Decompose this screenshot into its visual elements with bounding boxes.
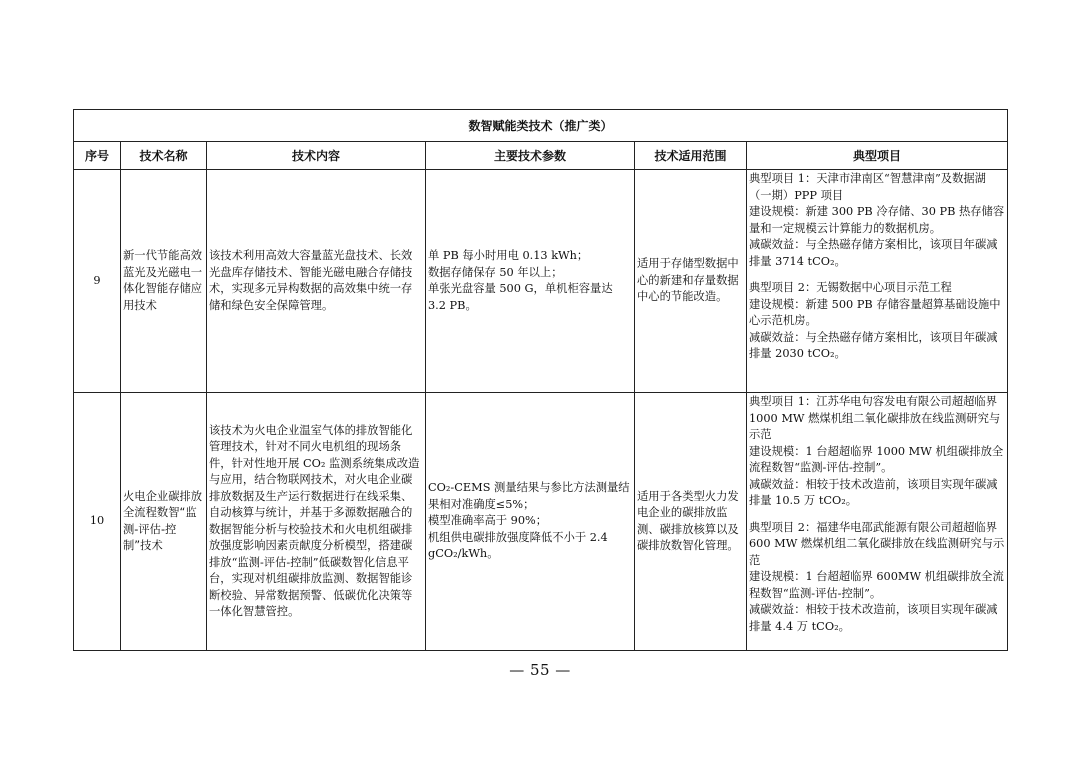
project-effect: 减碳效益：与全热磁存储方案相比，该项目年碳减排量 2030 tCO₂。	[749, 330, 998, 360]
project-effect: 减碳效益：相较于技术改造前，该项目实现年碳减排量 10.5 万 tCO₂。	[749, 477, 998, 507]
technology-scope: 适用于各类型火力发电企业的碳排放监测、碳排放核算以及碳排放数智化管理。	[635, 393, 747, 651]
header-no: 序号	[74, 142, 121, 170]
technology-params: 单 PB 每小时用电 0.13 kWh； 数据存储保存 50 年以上； 单张光盘容量 500 G，单机柜容量达 3.2 PB。	[426, 170, 635, 393]
project-title: 典型项目 2：无锡数据中心项目示范工程	[749, 281, 952, 294]
table-row	[74, 393, 1008, 651]
project-scale: 建设规模：新建 300 PB 冷存储、30 PB 热存储容量和一定规模云计算能力的数据机房。	[749, 205, 1005, 235]
row-number: 10	[74, 393, 121, 651]
header-params: 主要技术参数	[426, 142, 635, 170]
technology-scope: 适用于存储型数据中心的新建和存量数据中心的节能改造。	[635, 170, 747, 393]
project-title: 典型项目 2：福建华电邵武能源有限公司超超临界 600 MW 燃煤机组二氧化碳排放在线监测研究与示范	[749, 520, 1005, 567]
technology-name: 火电企业碳排放全流程数智“监测-评估-控制”技术	[121, 393, 207, 651]
table-row	[74, 170, 1008, 393]
project-title: 典型项目 1：江苏华电句容发电有限公司超超临界 1000 MW 燃煤机组二氧化碳排放在线监测研究与示范	[749, 395, 1001, 441]
project-title: 典型项目 1：天津市津南区“智慧津南”及数据湖（一期）PPP 项目	[749, 172, 986, 202]
project-scale: 建设规模：1 台超超临界 600MW 机组碳排放全流程数智“监测-评估-控制”。	[749, 570, 1004, 600]
table-title: 数智赋能类技术（推广类）	[74, 110, 1008, 142]
typical-project	[749, 520, 1005, 636]
technology-name: 新一代节能高效蓝光及光磁电一体化智能存储应用技术	[121, 170, 207, 393]
typical-projects	[747, 170, 1008, 393]
header-content: 技术内容	[207, 142, 426, 170]
project-scale: 建设规模：新建 500 PB 存储容量超算基础设施中心示范机房。	[749, 297, 1001, 327]
header-scope: 技术适用范围	[635, 142, 747, 170]
header-row	[74, 142, 1008, 170]
typical-project	[749, 280, 1005, 363]
technology-table	[73, 109, 1008, 651]
typical-project	[749, 394, 1005, 510]
row-number: 9	[74, 170, 121, 393]
project-effect: 减碳效益：与全热磁存储方案相比，该项目年碳减排量 3714 tCO₂。	[749, 238, 998, 268]
typical-projects	[747, 393, 1008, 651]
technology-content: 该技术为火电企业温室气体的排放智能化管理技术，针对不同火电机组的现场条件，针对性地开展 CO₂ 监测系统集成改造与应用，结合物联网技术，对火电企业碳排放数据及生产运行数据进行在线采集、自动核算与统计，并基于多源数据融合的数据智能分析与校验技术和火电机组碳排放强度影响因素贡献度分析模型，搭建碳排放“监测-评估-控制”低碳数智化信息平台，实现对机组碳排放监测、数据智能诊断校验、异常数据预警、低碳优化决策等一体化智慧管控。	[207, 393, 426, 651]
technology-params: CO₂-CEMS 测量结果与参比方法测量结果相对准确度≤5%； 模型准确率高于 90%； 机组供电碳排放强度降低不小于 2.4 gCO₂/kWh。	[426, 393, 635, 651]
header-name: 技术名称	[121, 142, 207, 170]
project-effect: 减碳效益：相较于技术改造前，该项目实现年碳减排量 4.4 万 tCO₂。	[749, 603, 998, 633]
page-number: — 55 —	[509, 661, 571, 679]
technology-content: 该技术利用高效大容量蓝光盘技术、长效光盘库存储技术、智能光磁电融合存储技术，实现多元异构数据的高效集中统一存储和绿色安全保障管理。	[207, 170, 426, 393]
typical-project	[749, 171, 1005, 270]
project-scale: 建设规模：1 台超超临界 1000 MW 机组碳排放全流程数智“监测-评估-控制”。	[749, 444, 1004, 474]
header-cases: 典型项目	[747, 142, 1008, 170]
